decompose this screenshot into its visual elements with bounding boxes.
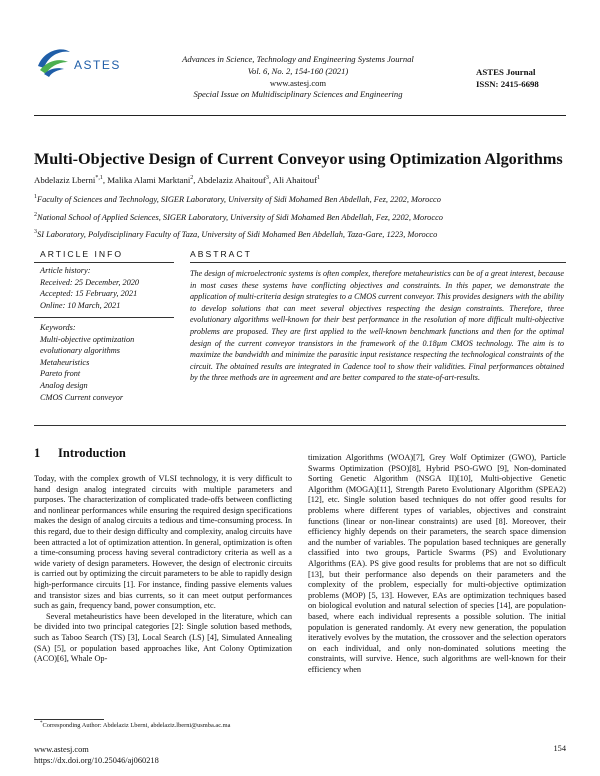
logo-swoosh-icon xyxy=(34,40,74,80)
journal-volume: Vol. 6, No. 2, 154-160 (2021) xyxy=(247,65,349,76)
footnote-mark: * xyxy=(40,721,43,726)
journal-header xyxy=(34,34,566,106)
keyword: Multi-objective optimization xyxy=(40,334,135,344)
keywords-block xyxy=(40,322,134,403)
journal-name: Advances in Science, Technology and Engineering Systems Journal xyxy=(182,54,414,64)
keyword: evolutionary algorithms xyxy=(40,346,120,356)
footnote-rule xyxy=(34,719,104,720)
header-divider xyxy=(34,115,566,116)
section-number: 1 xyxy=(34,446,41,460)
body-column-right xyxy=(308,453,566,675)
author-name: Ali Ahaitouf xyxy=(272,175,318,185)
keyword: CMOS Current conveyor xyxy=(40,392,124,402)
affiliation xyxy=(34,212,566,222)
article-history xyxy=(40,265,139,311)
online-date: Online: 10 March, 2021 xyxy=(40,300,121,310)
affiliation-mark: 1 xyxy=(34,194,37,200)
author-name: Abdelaziz Ahaitouf xyxy=(197,175,266,185)
paper-title: Multi-Objective Design of Current Conveyor using Optimization Algorithms xyxy=(34,150,563,168)
footer-website[interactable]: www.astesj.com xyxy=(34,745,89,754)
body-column-left xyxy=(34,474,292,665)
special-issue: Special Issue on Multidisciplinary Sciences and Engineering xyxy=(193,89,403,100)
abstract-bottom-rule xyxy=(34,425,566,426)
keyword: Metaheuristics xyxy=(40,357,90,367)
received-date: Received: 25 December, 2020 xyxy=(40,277,140,287)
footer-doi-link[interactable]: https://dx.doi.org/10.25046/aj060218 xyxy=(34,756,159,766)
body-paragraph: Several metaheuristics have been developed in the literature, which can be divided into two principal categories [2]: Single solution based methods, such as Taboo Search (TS) [3], Local Search (LS) [4], Simulated Annealing (SA) [5], or population based approaches like, Ant Colony Optimization (ACO)[6], Whale Op- xyxy=(34,611,292,664)
affiliation xyxy=(34,194,566,204)
affiliation-mark: 3 xyxy=(34,229,37,235)
author-list: Abdelaziz Lberni$^{*,1}$, Malika Alami Marktani$^2$, Abdelaziz Ahaitouf$^3$, Ali Ahaitouf$^1$ xyxy=(34,175,321,185)
article-info-heading: ARTICLE INFO xyxy=(40,249,124,259)
affiliation-text: Faculty of Sciences and Technology, SIGER Laboratory, University of Sidi Mohamed Ben Abdellah, Fez, 2202, Morocco xyxy=(37,194,441,204)
article-info-mid-rule xyxy=(34,317,174,318)
section-title: Introduction xyxy=(58,446,126,460)
journal-short-name: ASTES Journal xyxy=(476,67,536,77)
history-label: Article history: xyxy=(40,266,91,275)
body-paragraph: timization Algorithms (WOA)[7], Grey Wolf Optimizer (GWO), Particle Swarms Optimization (PSO)[8], Hybrid PSO-GWO [9], Non-dominated Sorting Genetic Algorithm (NSGA II)[10], Multi-objective Genetic Algorithm (MOGA)[11], Strength Pareto Evolutionary Algorithm (SPEA2)[12], etc. Single solution based techniques do not offer good results for problems where different types of variables, objectives and constraint functions (linear or non-linear constraints) are used [8]. Moreover, their efficiency highly depends on their parameters, the search space dimension and the number of variables. The population based techniques are generally classified into two groups, Particle Swarms (PS) and Evolutionary Algorithms (EA). PS give good results for problems that are not so difficult [13], but their performance also depends on their parameters and the complexity of the problem, especially for multi-objective optimization problems (MOP) [5, 13]. However, EAs are optimization techniques based on biological evolution and natural selection of species [14], are population-based, where each individual represents a possible solution. The initial population is generated randomly. At every new generation, the population iteratively evolves by the mutation, the crossover and the selection operators on each individual, and only non-dominated solutions meeting the constraints, will survive. Hence, such algorithms are well-known for their efficiency when xyxy=(308,453,566,674)
keywords-label: Keywords: xyxy=(40,323,76,332)
page-footer-left xyxy=(34,744,159,766)
author-name: Malika Alami Marktani xyxy=(107,175,191,185)
author-affil-mark: 2 xyxy=(190,175,194,182)
article-info-top-rule xyxy=(34,262,174,263)
abstract-heading: ABSTRACT xyxy=(190,249,252,259)
author-affil-mark: 1 xyxy=(317,175,321,182)
footnote-text: Corresponding Author: Abdelaziz Lberni, abdelaziz.lberni@usmba.ac.ma xyxy=(42,722,231,730)
abstract-top-rule xyxy=(190,262,566,263)
author-name: Abdelaziz Lberni xyxy=(34,175,96,185)
author-affil-mark: *,1 xyxy=(95,175,103,182)
section-heading xyxy=(34,446,126,461)
accepted-date: Accepted: 15 February, 2021 xyxy=(40,289,138,299)
journal-issn: ISSN: 2415-6698 xyxy=(476,78,539,89)
author-affil-mark: 3 xyxy=(265,175,269,182)
journal-issn-block xyxy=(476,67,566,90)
body-paragraph: Today, with the complex growth of VLSI technology, it is very difficult to hand design analog integrated circuits with multiple parameters and purposes. The characterization of complicated trade-offs between conflicting and nonlinear performances while ensuring the required design specifications makes the design of analog circuits a tedious and time-consuming process. In this regard, due to their design difficulty and complexity, analog circuits have been attracted a lot of optimization attention. In general, optimization is often a time-consuming process having several contradictory criteria as well as a wide variety of design parameters. However, the design of electronic circuits is carried out by optimizing the circuit parameters to be able to rapidly design high-performance circuits [1]. For instance, finding passive elements values and transistor sizes and bias currents, so it can meet output performances such as gain, frequency band, power consumption, etc. xyxy=(34,474,292,611)
keyword: Analog design xyxy=(40,380,88,390)
abstract-text: The design of microelectronic systems is often complex, therefore metaheuristics can be of a great interest, because in most cases these systems have conflicting objectives and constraints. In this paper, we demonstrate the application of multi-criteria design strategies to a CMOS current conveyor. This provides designers with the ability to develop solutions that can meet several objectives respecting the design constraints. Therefore, three evolutionary algorithms well-known for their best performance in the resolution of more difficult multi-objective problems are proposed. They are first applied to the well-known benchmark functions and then for the optimal design of the current conveyor transistors in the framework of the 0.18µm CMOS technology. The aim is to maximize the bandwidth and minimize the parasitic input resistance respecting the technological constraints of the circuit. The obtained results are integrated in Cadence tool to show their validities. Final performances obtained by the three methods are in agreement and are better compared to the state-of-art-results. xyxy=(190,269,564,383)
keyword: Pareto front xyxy=(40,369,81,379)
affiliation-text: SI Laboratory, Polydisciplinary Faculty of Taza, University of Sidi Mohamed Ben Abdellah, Taza-Gare, 1223, Morocco xyxy=(37,229,438,239)
affiliation-mark: 2 xyxy=(34,212,37,218)
logo-text: ASTES xyxy=(74,58,121,72)
corresponding-author-footnote xyxy=(40,721,230,729)
affiliation xyxy=(34,229,566,239)
page-number: 154 xyxy=(553,744,566,753)
affiliation-text: National School of Applied Sciences, SIGER Laboratory, University of Sidi Mohamed Ben Abdellah, Fez, 2202, Morocco xyxy=(37,212,443,222)
journal-website[interactable]: www.astesj.com xyxy=(269,77,327,88)
astes-logo xyxy=(34,40,154,90)
journal-info xyxy=(158,54,438,101)
